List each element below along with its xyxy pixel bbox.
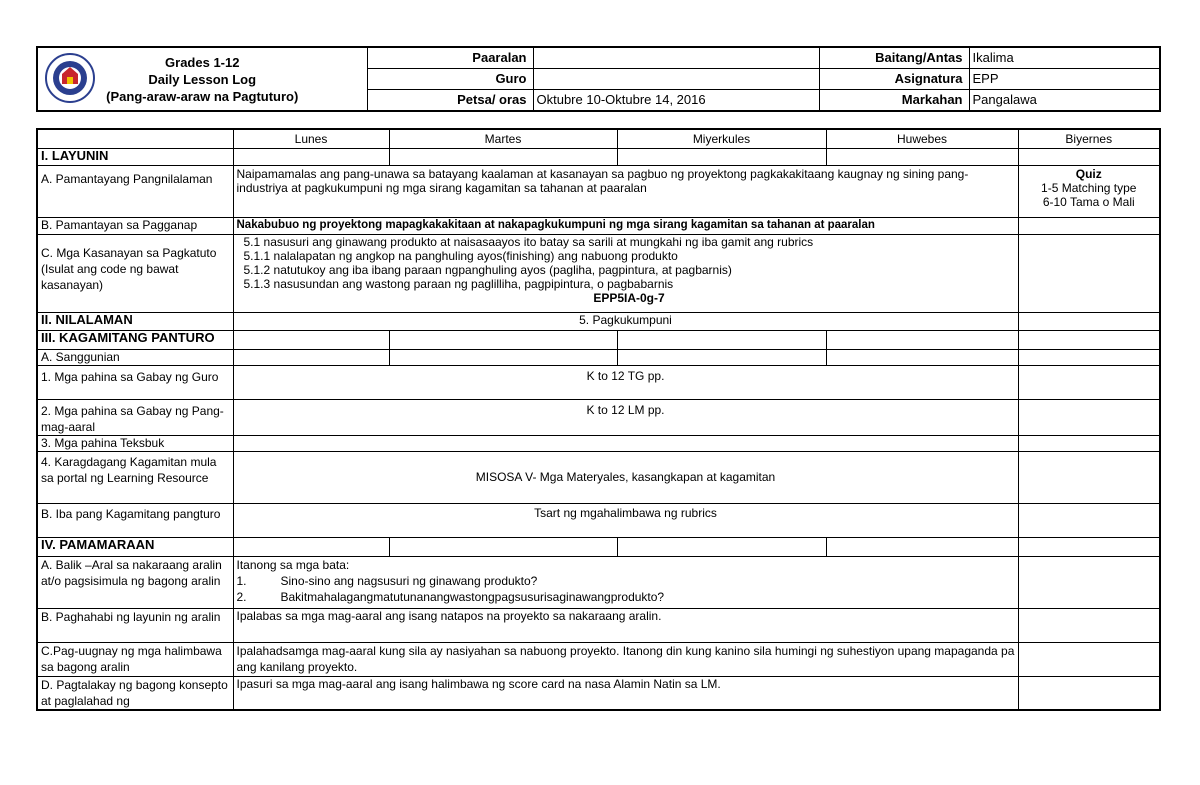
teksbuk-label: 3. Mga pahina Teksbuk: [37, 435, 233, 451]
pamantayang-pangnilalaman-row: [37, 165, 1160, 217]
balik-aral-label: A. Balik –Aral sa nakaraang aralin at/o pagsisimula ng bagong aralin: [37, 556, 233, 608]
question-text: Sino-sino ang nagsusuri ng ginawang produkto?: [280, 573, 538, 588]
question-number: 2.: [236, 589, 247, 604]
layunin-title: I. LAYUNIN: [37, 148, 233, 165]
kagamitan-title: III. KAGAMITANG PANTURO: [37, 330, 233, 349]
karagdagang-kagamitan-label: 4. Karagdagang Kagamitan mula sa portal ng Learning Resource: [37, 451, 233, 503]
nilalaman-row: [37, 312, 1160, 330]
paghahabi-row: [37, 608, 1160, 642]
grades-label: Grades 1-12: [165, 54, 240, 70]
pamamaraan-row: [37, 537, 1160, 556]
pamantayan-pagganap-text: Nakabubuo ng proyektong mapagkakakitaan at nakapagkukumpuni ng mga sirang kagamitan sa tahanan at paaralan: [233, 217, 1018, 234]
karagdagang-kagamitan-row: [37, 451, 1160, 503]
pag-uugnay-label: C.Pag-uugnay ng mga halimbawa sa bagong aralin: [37, 642, 233, 676]
paaralan-value: [533, 47, 819, 69]
pag-uugnay-row: [37, 642, 1160, 676]
question-number: 1.: [236, 573, 247, 588]
baitang-label: Baitang/Antas: [819, 47, 969, 69]
gabay-mag-aaral-label: 2. Mga pahina sa Gabay ng Pang-mag-aaral: [37, 399, 233, 435]
day-miyerkules: Miyerkules: [617, 129, 826, 148]
layunin-row: [37, 148, 1160, 165]
pag-uugnay-text: Ipalahadsamga mag-aaral kung sila ay nasiyahan sa nabuong proyekto. Itanong din kung kanino sila humingi ng suhestiyon upang mapaganda pa ang kanilang proyekto.: [233, 642, 1018, 676]
nilalaman-text: 5. Pagkukumpuni: [233, 312, 1018, 330]
pamantayang-pangnilalaman-text: Naipamamalas ang pang-unawa sa batayang kaalaman at kasanayan sa pagbuo ng proyektong pagkakakitaang kaugnay ng sining pang-industriya at pagkukumpuni ng mga sirang kagamitan sa tahanan at paaralan: [233, 165, 1018, 217]
paghahabi-text: Ipalabas sa mga mag-aaral ang isang natapos na proyekto sa nakaraang aralin.: [233, 608, 1018, 642]
lesson-log-table: [36, 128, 1161, 711]
teksbuk-row: [37, 435, 1160, 451]
markahan-value: Pangalawa: [969, 90, 1160, 112]
guro-value: [533, 69, 819, 90]
sanggunian-label: A. Sanggunian: [37, 349, 233, 365]
gabay-mag-aaral-row: [37, 399, 1160, 435]
day-biyernes: Biyernes: [1018, 129, 1160, 148]
petsa-value: Oktubre 10-Oktubre 14, 2016: [533, 90, 819, 112]
gabay-guro-label: 1. Mga pahina sa Gabay ng Guro: [37, 365, 233, 399]
paaralan-label: Paaralan: [367, 47, 533, 69]
day-martes: Martes: [389, 129, 617, 148]
kasanayan-item: 5.1.1 nalalapatan ng angkop na panghuling ayos(finishing) ang nabuong produkto: [243, 248, 678, 263]
daily-lesson-log-label: Daily Lesson Log: [148, 71, 257, 87]
sanggunian-row: [37, 349, 1160, 365]
nilalaman-title: II. NILALAMAN: [37, 312, 233, 330]
kasanayan-row: [37, 234, 1160, 312]
balik-aral-intro: Itanong sa mga bata:: [236, 557, 350, 572]
kasanayan-item: 5.1.2 natutukoy ang iba ibang paraan ngpanghuling ayos (pagliha, pagpintura, at pagbarnis): [243, 262, 732, 277]
balik-aral-row: [37, 556, 1160, 608]
pamantayang-pangnilalaman-label: A. Pamantayang Pangnilalaman: [37, 165, 233, 217]
deped-seal-icon: [44, 52, 96, 104]
header-title-cell: [37, 47, 367, 111]
day-huwebes: Huwebes: [826, 129, 1018, 148]
balik-aral-content: [233, 556, 1018, 608]
quiz-cell: [1018, 165, 1160, 217]
gabay-guro-row: [37, 365, 1160, 399]
kagamitan-row: [37, 330, 1160, 349]
quiz-item-1: 1-5 Matching type: [1041, 180, 1137, 195]
petsa-label: Petsa/ oras: [367, 90, 533, 112]
quiz-item-2: 6-10 Tama o Mali: [1042, 194, 1135, 209]
gabay-guro-text: K to 12 TG pp.: [233, 365, 1018, 399]
pagtalakay-row: [37, 676, 1160, 710]
asignatura-label: Asignatura: [819, 69, 969, 90]
pagtalakay-text: Ipasuri sa mga mag-aaral ang isang halimbawa ng score card na nasa Alamin Natin sa LM.: [233, 676, 1018, 710]
karagdagang-kagamitan-text: MISOSA V- Mga Materyales, kasangkapan at kagamitan: [233, 451, 1018, 503]
gabay-mag-aaral-text: K to 12 LM pp.: [233, 399, 1018, 435]
markahan-label: Markahan: [819, 90, 969, 112]
iba-pang-kagamitan-text: Tsart ng mgahalimbawa ng rubrics: [233, 503, 1018, 537]
kasanayan-item: 5.1 nasusuri ang ginawang produkto at naisasaayos ito batay sa sarili at mungkahi ng iba gamit ang rubrics: [243, 234, 814, 249]
kasanayan-item: 5.1.3 nasusundan ang wastong paraan ng paglilliha, pagpipintura, o pagbabarnis: [243, 276, 674, 291]
pagtalakay-label: D. Pagtalakay ng bagong konsepto at paglalahad ng: [37, 676, 233, 710]
asignatura-value: EPP: [969, 69, 1160, 90]
pamantayan-pagganap-row: [37, 217, 1160, 234]
header-table: [36, 46, 1161, 112]
header-subtitle: (Pang-araw-araw na Pagtuturo): [106, 88, 299, 104]
balik-aral-question: [237, 573, 1015, 589]
kasanayan-label: C. Mga Kasanayan sa Pagkatuto (Isulat ang code ng bawat kasanayan): [37, 234, 233, 312]
quiz-title: Quiz: [1075, 166, 1102, 181]
paghahabi-label: B. Paghahabi ng layunin ng aralin: [37, 608, 233, 642]
question-text: Bakitmahalagangmatutunanangwastongpagsusurisaginawangprodukto?: [280, 589, 665, 604]
iba-pang-kagamitan-label: B. Iba pang Kagamitang pangturo: [37, 503, 233, 537]
iba-pang-kagamitan-row: [37, 503, 1160, 537]
days-header-row: [37, 129, 1160, 148]
day-lunes: Lunes: [233, 129, 389, 148]
baitang-value: Ikalima: [969, 47, 1160, 69]
kasanayan-list: [233, 234, 1018, 312]
pamamaraan-title: IV. PAMAMARAAN: [37, 537, 233, 556]
kasanayan-code: EPP5IA-0g-7: [593, 290, 665, 305]
pamantayan-pagganap-label: B. Pamantayan sa Pagganap: [37, 217, 233, 234]
balik-aral-question: [237, 589, 1015, 605]
guro-label: Guro: [367, 69, 533, 90]
